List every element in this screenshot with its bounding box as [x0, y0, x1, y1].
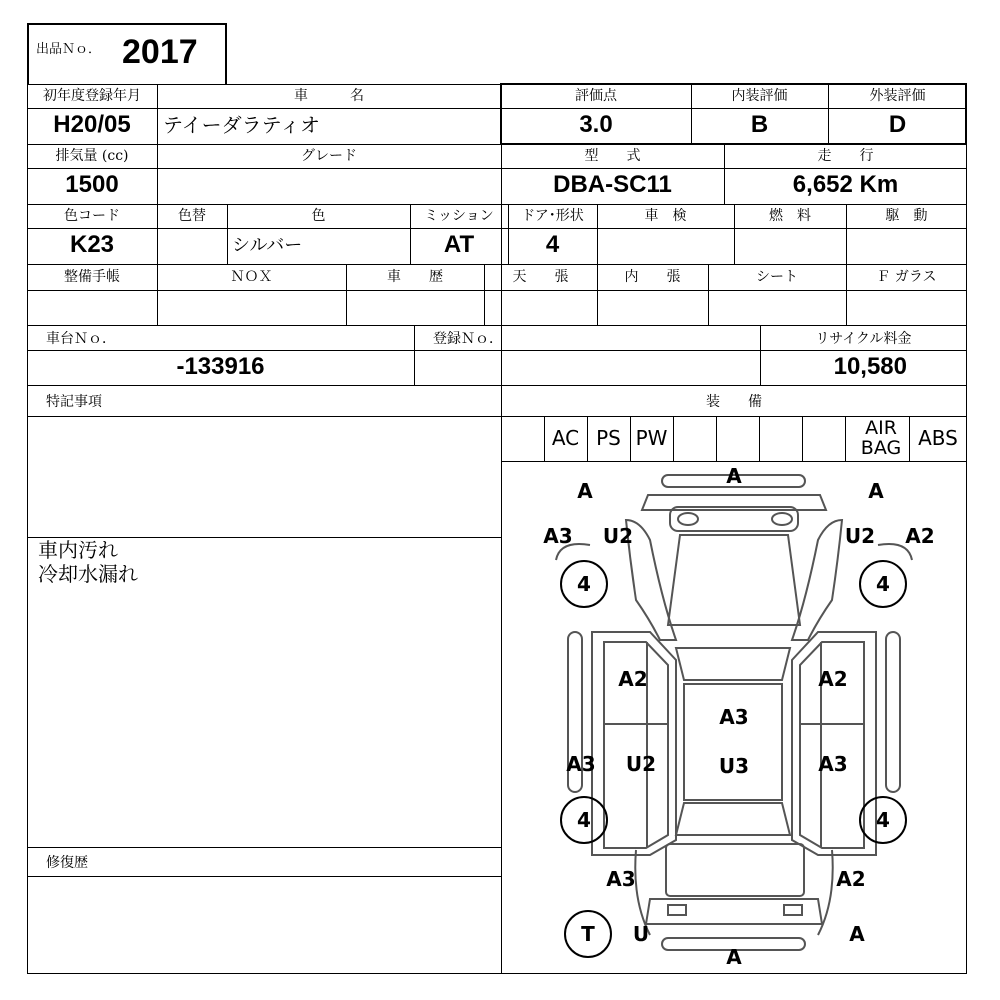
mark-door-rear-left-u2: U2	[625, 752, 657, 776]
tire-front-left: 4	[560, 560, 608, 608]
transmission-label: ミッション	[424, 208, 494, 224]
nox-label: ＮＯＸ	[230, 269, 273, 285]
grade-label: グレード	[301, 148, 357, 164]
model-label: 型 式	[584, 148, 641, 164]
mark-door-front-left: A2	[618, 667, 648, 691]
service-book-label: 整備手帳	[64, 269, 120, 285]
lot-number-label: 出品Ｎｏ．	[36, 42, 102, 57]
mark-roof-a3: A3	[719, 705, 749, 729]
car-name-label: 車 名	[294, 88, 364, 104]
equipment-label: 装 備	[706, 394, 762, 410]
color-code-value: K23	[69, 231, 115, 258]
tire-front-right: 4	[859, 560, 907, 608]
score-label: 評価点	[575, 88, 617, 104]
mileage-value: 6,652 Km	[792, 171, 899, 198]
car-name-value: テイーダラティオ	[163, 113, 320, 137]
equipment-ps: PS	[596, 426, 621, 450]
mark-rear-right: A	[849, 922, 865, 946]
mark-fender-right-u2: U2	[844, 524, 876, 548]
note-line-2: 冷却水漏れ	[38, 562, 138, 586]
mark-door-rear-right-a3: A3	[818, 752, 848, 776]
repair-history-label: 修復歴	[46, 855, 88, 871]
mark-rear-left: U	[632, 922, 650, 946]
mark-hood-left: A	[577, 479, 593, 503]
displacement-label: 排気量 (cc)	[55, 148, 129, 164]
notes-label: 特記事項	[46, 394, 102, 410]
tire-rear-right: 4	[859, 796, 907, 844]
equipment-pw: PW	[635, 426, 668, 450]
inspection-label: 車 検	[644, 208, 687, 224]
chassis-no-label: 車台Ｎｏ．	[46, 331, 116, 347]
color-value: シルバー	[232, 235, 303, 256]
mark-rear-bumper: A	[726, 945, 742, 969]
color-label: 色	[311, 208, 326, 224]
interior-label: 内 張	[624, 269, 681, 285]
equipment-ac: AC	[551, 426, 580, 450]
first-reg-value: H20/05	[53, 111, 131, 138]
note-line-1: 車内汚れ	[38, 538, 118, 562]
score-value: 3.0	[579, 111, 613, 138]
mark-front-bumper: A	[726, 464, 742, 488]
mark-fender-right-a2: A2	[905, 524, 935, 548]
doors-value: 4	[545, 231, 560, 258]
exterior-score-label: 外装評価	[869, 88, 926, 104]
tire-spare: T	[564, 910, 612, 958]
transmission-value: AT	[443, 231, 475, 258]
history-label: 車 歴	[387, 269, 443, 285]
mark-hood-right: A	[868, 479, 884, 503]
roof-label: 天 張	[512, 269, 569, 285]
color-code-label: 色コード	[64, 208, 120, 224]
equipment-abs: ABS	[918, 426, 958, 450]
recycle-fee-label: リサイクル料金	[815, 331, 912, 347]
interior-score-label: 内装評価	[731, 88, 788, 104]
recycle-fee-value: 10,580	[833, 353, 907, 380]
mark-roof-u3: U3	[718, 754, 750, 778]
equipment-airbag: AIR BAG	[860, 417, 902, 459]
lot-number: 2017	[122, 33, 198, 71]
first-reg-label: 初年度登録年月	[43, 88, 141, 104]
mark-quarter-left: A3	[606, 867, 636, 891]
fuel-label: 燃 料	[769, 208, 811, 224]
mark-fender-left-a3: A3	[543, 524, 573, 548]
exterior-score-value: D	[888, 111, 907, 138]
drive-label: 駆 動	[885, 208, 928, 224]
mark-fender-left-u2: U2	[602, 524, 634, 548]
seat-label: シート	[756, 269, 798, 285]
doors-label: ドア･形状	[521, 208, 584, 224]
chassis-no-value: -133916	[176, 353, 265, 380]
mileage-label: 走 行	[817, 148, 874, 164]
tire-rear-left: 4	[560, 796, 608, 844]
displacement-value: 1500	[65, 171, 119, 198]
mark-quarter-right: A2	[836, 867, 866, 891]
reg-no-label: 登録Ｎｏ．	[433, 331, 503, 347]
mark-door-rear-left-a3: A3	[566, 752, 596, 776]
mark-door-front-right: A2	[818, 667, 848, 691]
model-value: DBA-SC11	[553, 171, 672, 198]
color-change-label: 色替	[178, 208, 206, 224]
f-glass-label: Ｆ ガラス	[876, 269, 937, 285]
interior-score-value: B	[750, 111, 769, 138]
